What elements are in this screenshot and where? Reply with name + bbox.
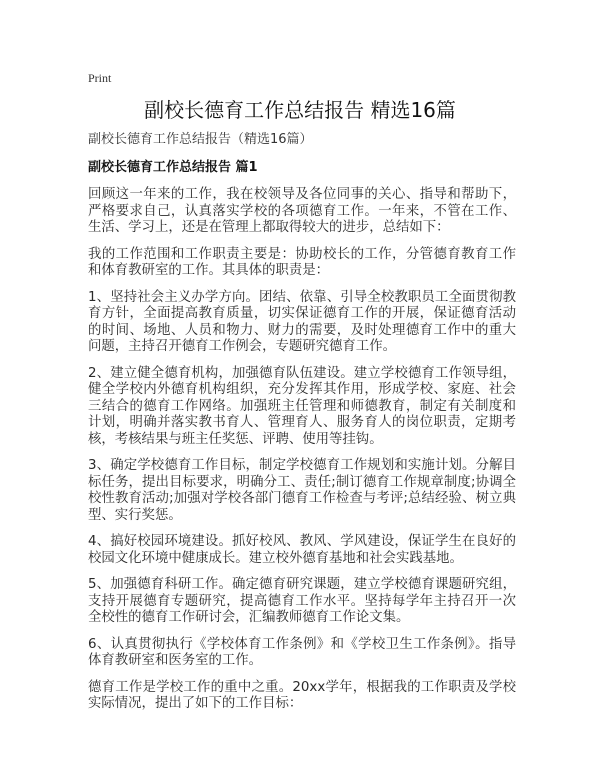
paragraph-item-2: 2、建立健全德育机构，加强德育队伍建设。建立学校德育工作领导组，健全学校内外德育机构组织，充分发挥其作用，形成学校、家庭、社会三结合的德育工作网络。加强班主任管理和师德教育，制定有关制度和计划，明确并落实教书育人、管理育人、服务育人的岗位职责，定期考核，考核结果与班主任奖惩、评聘、使用等挂钩。 bbox=[88, 365, 516, 447]
page-title: 副校长德育工作总结报告 精选16篇 bbox=[144, 98, 456, 122]
paragraph-item-4: 4、搞好校园环境建设。抓好校风、教风、学风建设，保证学生在良好的校园文化环境中健康成长。建立校外德育基地和社会实践基地。 bbox=[88, 534, 516, 566]
document-body bbox=[88, 187, 516, 723]
paragraph-item-6: 6、认真贯彻执行《学校体育工作条例》和《学校卫生工作条例》。指导体育教研室和医务室的工作。 bbox=[88, 636, 516, 668]
paragraph-item-5: 5、加强德育科研工作。确定德育研究课题，建立学校德育课题研究组，支持开展德育专题研究，提高德育工作水平。坚持每学年主持召开一次全校性的德育工作研讨会，汇编教师德育工作论文集。 bbox=[88, 577, 516, 625]
paragraph-intro: 回顾这一年来的工作，我在校领导及各位同事的关心、指导和帮助下，严格要求自己，认真落实学校的各项德育工作。一年来，不管在工作、生活、学习上，还是在管理上都取得较大的进步，总结如下： bbox=[88, 187, 516, 235]
paragraph-item-1: 1、坚持社会主义办学方向。团结、依靠、引导全校教职员工全面贯彻教育方针，全面提高教育质量，切实保证德育工作的开展，保证德育活动的时间、场地、人员和物力、财力的需要，及时处理德育工作中的重大问题，主持召开德育工作例会，专题研究德育工作。 bbox=[88, 289, 516, 354]
paragraph-scope: 我的工作范围和工作职责主要是：协助校长的工作，分管德育教育工作和体育教研室的工作。其具体的职责是： bbox=[88, 246, 516, 278]
print-link[interactable]: Print bbox=[88, 71, 112, 85]
document-subtitle: 副校长德育工作总结报告（精选16篇） bbox=[88, 132, 313, 147]
section-heading: 副校长德育工作总结报告 篇1 bbox=[88, 160, 258, 175]
paragraph-item-3: 3、确定学校德育工作目标，制定学校德育工作规划和实施计划。分解目标任务，提出目标要求，明确分工、责任;制订德育工作规章制度;协调全校性教育活动;加强对学校各部门德育工作检查与考评;总结经验、树立典型、实行奖惩。 bbox=[88, 458, 516, 523]
paragraph-goals: 德育工作是学校工作的重中之重。20xx学年，根据我的工作职责及学校实际情况，提出了如下的工作目标： bbox=[88, 679, 516, 711]
